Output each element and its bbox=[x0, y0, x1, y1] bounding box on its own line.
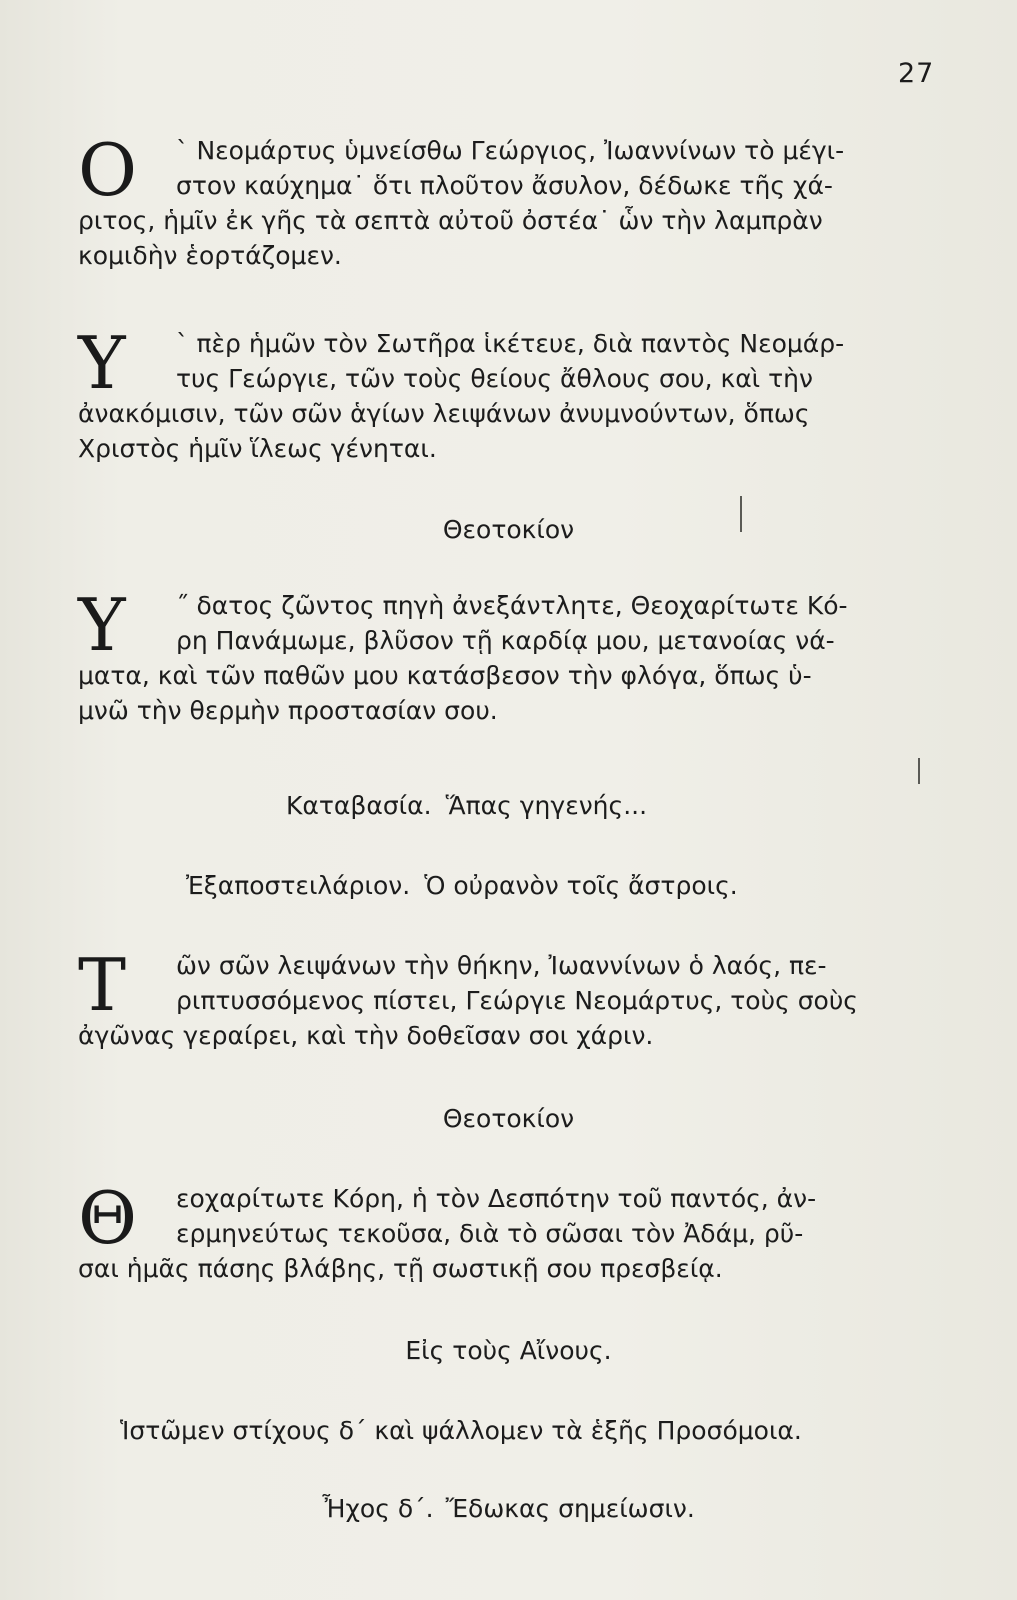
rubric-label: Ἐξαποστειλάριον. bbox=[186, 871, 411, 900]
heading-text: Θεοτοκίον bbox=[442, 1104, 575, 1133]
rubric-label: Καταβασία. bbox=[286, 791, 432, 820]
text-line: τυς Γεώργιε, τῶν τοὺς θείους ἄθλους σου, καὶ τὴν bbox=[176, 364, 813, 393]
theotokion-heading bbox=[0, 514, 1017, 546]
ainous-heading bbox=[0, 1335, 1017, 1367]
text-line: Χριστὸς ἡμῖν ἵλεως γένηται. bbox=[78, 434, 437, 463]
text-line: ῶν σῶν λειψάνων τὴν θήκην, Ἰωαννίνων ὁ λαός, πε- bbox=[176, 951, 827, 980]
text-line: ερμηνεύτως τεκοῦσα, διὰ τὸ σῶσαι τὸν Ἀδάμ, ρῦ- bbox=[176, 1219, 804, 1248]
text-line: ` πὲρ ἡμῶν τὸν Σωτῆρα ἱκέτευε, διὰ παντὸς Νεομάρ- bbox=[176, 329, 845, 358]
ink-mark bbox=[918, 758, 920, 784]
text-line: μνῶ τὴν θερμὴν προστασίαν σου. bbox=[78, 696, 498, 725]
text-line: στον καύχημα˙ ὅτι πλοῦτον ἄσυλον, δέδωκε τῆς χά- bbox=[176, 171, 833, 200]
heading-text: Θεοτοκίον bbox=[442, 515, 575, 544]
ink-mark bbox=[740, 496, 742, 532]
dropcap-letter: Ο bbox=[78, 128, 138, 212]
rubric-label: Ἦχος δ΄. bbox=[322, 1494, 434, 1523]
dropcap-letter: Υ bbox=[78, 583, 126, 667]
heading-text: Εἰς τοὺς Αἴνους. bbox=[405, 1336, 612, 1365]
text-line: ματα, καὶ τῶν παθῶν μου κατάσβεσον τὴν φλόγα, ὅπως ὑ- bbox=[78, 661, 812, 690]
rubric-incipit: Ἅπας γηγενής... bbox=[445, 791, 648, 820]
rubric-incipit: Ὁ οὐρανὸν τοῖς ἄστροις. bbox=[424, 871, 738, 900]
text-line: ριτος, ἡμῖν ἐκ γῆς τὰ σεπτὰ αὐτοῦ ὀστέα˙ ὧν τὴν λαμπρὰν bbox=[78, 206, 823, 235]
text-line: ` Νεομάρτυς ὑμνείσθω Γεώργιος, Ἰωαννίνων τὸ μέγι- bbox=[176, 136, 845, 165]
dropcap-letter: Θ bbox=[78, 1176, 138, 1260]
theotokion-heading-2 bbox=[0, 1103, 1017, 1135]
theotokion-2 bbox=[78, 1176, 930, 1286]
dropcap-letter: Υ bbox=[78, 321, 126, 405]
text-line: ˝ δατος ζῶντος πηγὴ ἀνεξάντλητε, Θεοχαρίτωτε Κό- bbox=[176, 591, 848, 620]
text-line: ἀνακόμισιν, τῶν σῶν ἁγίων λειψάνων ἀνυμνούντων, ὅπως bbox=[78, 399, 810, 428]
page-number: 27 bbox=[898, 58, 935, 89]
istomen-rubric bbox=[120, 1415, 802, 1447]
exapostilarion-text bbox=[78, 943, 930, 1053]
rubric-incipit: Ἔδωκας σημείωσιν. bbox=[445, 1494, 695, 1523]
text-line: ἀγῶνας γεραίρει, καὶ τὴν δοθεῖσαν σοι χάριν. bbox=[78, 1021, 654, 1050]
theotokion-1 bbox=[78, 583, 930, 728]
text-line: εοχαρίτωτε Κόρη, ἡ τὸν Δεσπότην τοῦ παντός, ἀν- bbox=[176, 1184, 817, 1213]
text-line: ριπτυσσόμενος πίστει, Γεώργιε Νεομάρτυς, τοὺς σοὺς bbox=[176, 986, 858, 1015]
text-line: κομιδὴν ἑορτάζομεν. bbox=[78, 241, 342, 270]
katavasia-rubric bbox=[286, 790, 647, 822]
text-line: ρη Πανάμωμε, βλῦσον τῇ καρδίᾳ μου, μετανοίας νά- bbox=[176, 626, 835, 655]
troparion-1 bbox=[78, 128, 930, 273]
troparion-2 bbox=[78, 321, 930, 466]
dropcap-letter: Τ bbox=[78, 943, 127, 1027]
text-line: σαι ἡμᾶς πάσης βλάβης, τῇ σωστικῇ σου πρεσβείᾳ. bbox=[78, 1254, 723, 1283]
rubric-text: Ἱστῶμεν στίχους δ΄ καὶ ψάλλομεν τὰ ἑξῆς Προσόμοια. bbox=[120, 1416, 802, 1445]
echos-heading bbox=[0, 1493, 1017, 1525]
exapostilarion-rubric bbox=[186, 870, 738, 902]
